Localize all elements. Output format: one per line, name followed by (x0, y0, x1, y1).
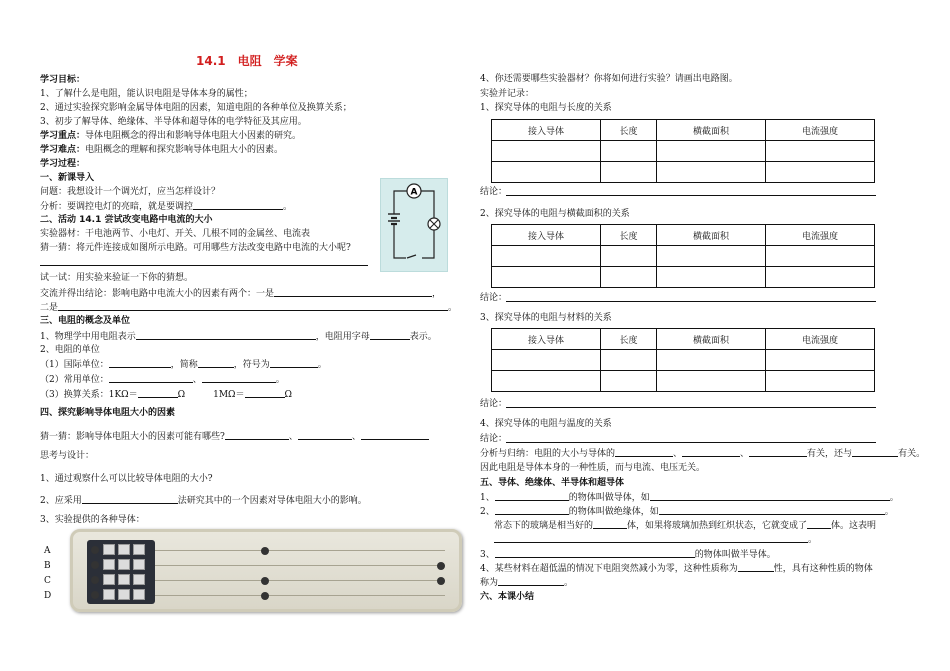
header-conductor: 接入导体 (492, 225, 601, 246)
def-text: 的物体叫做绝缘体，如 (568, 507, 659, 517)
table-cell[interactable] (492, 162, 601, 183)
table-cell[interactable] (765, 246, 874, 267)
table-cell[interactable] (601, 371, 657, 392)
table-cell[interactable] (656, 246, 765, 267)
blank-input[interactable] (109, 358, 171, 368)
superconductor-line-2 (480, 576, 573, 589)
insulator-definition (480, 505, 894, 518)
conductor-definition (480, 491, 899, 504)
summary-text: 、 (740, 449, 750, 459)
summary-line-1 (480, 447, 925, 460)
unit-heading: 2、电阻的单位 (40, 345, 100, 355)
superconductor-line-1 (480, 562, 873, 575)
conclusion-end: 。 (448, 303, 458, 313)
table-cell[interactable] (492, 350, 601, 371)
section4-think: 思考与设计： (40, 451, 95, 461)
common-units (40, 373, 285, 386)
table-cell[interactable] (656, 141, 765, 162)
definition-text: ，电阻用字母 (315, 332, 370, 342)
def-text: 。 (808, 535, 818, 545)
unit-text: 。 (275, 375, 285, 385)
blank-input[interactable] (494, 533, 808, 543)
def-text: 4、某些材料在超低温的情况下电阻突然减小为零，这种性质称为 (480, 564, 738, 574)
blank-input[interactable] (245, 388, 285, 398)
section2-conclusion-2 (40, 301, 457, 314)
board-label-a: A (44, 546, 51, 556)
board-label-d: D (44, 591, 52, 601)
circuit-diagram (380, 178, 448, 272)
def-text: 性，具有这种性质的物体 (773, 564, 873, 574)
blank-input[interactable] (202, 373, 276, 383)
blank-input[interactable] (807, 519, 831, 529)
def-text: 。 (564, 578, 574, 588)
unit-text: （3）换算关系：1KΩ＝ (40, 390, 138, 400)
answer-line[interactable] (40, 265, 368, 266)
q2-text: 2、应采用 (40, 496, 82, 506)
section6-heading: 六、本课小结 (480, 592, 535, 602)
table-cell[interactable] (601, 350, 657, 371)
terminal-panel (87, 540, 155, 604)
table-cell[interactable] (765, 141, 874, 162)
section1-heading: 一、新课导入 (40, 173, 95, 183)
table-cell[interactable] (765, 371, 874, 392)
blank-input[interactable] (749, 447, 807, 457)
blank-input[interactable] (193, 200, 283, 210)
difficult-points (40, 144, 283, 156)
objective-2: 2、通过实验探究影响金属导体电阻的因素，知道电阻的各种单位及换算关系； (40, 103, 352, 113)
blank-input[interactable] (274, 287, 432, 297)
blank-input[interactable] (738, 562, 774, 572)
blank-input[interactable] (82, 494, 178, 504)
section4-q2 (40, 494, 367, 507)
definition-text: 表示。 (409, 332, 437, 342)
definition-text: 1、物理学中用电阻表示 (40, 332, 136, 342)
diff-text: 电阻概念的理解和探究影响导体电阻大小的因素。 (85, 145, 284, 155)
unit-text: 、 (192, 375, 202, 385)
blank-input[interactable] (58, 301, 448, 311)
table-cell[interactable] (765, 350, 874, 371)
blank-input[interactable] (852, 447, 898, 457)
def-text: 。 (889, 493, 899, 503)
diff-label: 学习难点： (40, 145, 86, 155)
def-text: 3、 (480, 550, 495, 560)
summary-text: 、 (673, 449, 683, 459)
table-cell[interactable] (601, 141, 657, 162)
unit-text: 。 (317, 360, 327, 370)
def-text: 的物体叫做导体，如 (568, 493, 650, 503)
header-current: 电流强度 (765, 120, 874, 141)
table-cell[interactable] (656, 267, 765, 288)
table-cell[interactable] (601, 246, 657, 267)
unit-text: ，符号为 (233, 360, 270, 370)
exp2-table (491, 224, 875, 288)
section4-q1: 1、通过观察什么可以比较导体电阻的大小? (40, 474, 213, 484)
unit-text: （2）常用单位： (40, 375, 109, 385)
summary-line-2: 因此电阻是导体本身的一种性质，而与电流、电压无关。 (480, 463, 706, 473)
conclusion-text: 二是 (40, 303, 59, 313)
separator: 、 (351, 432, 361, 442)
semiconductor-definition (480, 548, 776, 561)
table-cell[interactable] (765, 267, 874, 288)
blank-input[interactable] (495, 505, 569, 515)
blank-input[interactable] (370, 330, 410, 340)
header-length: 长度 (601, 329, 657, 350)
exp1-conclusion: 结论： (480, 187, 508, 197)
board-label-b: B (44, 561, 51, 571)
header-current: 电流强度 (765, 225, 874, 246)
summary-text: 分析与归纳：电阻的大小与导体的 (480, 449, 616, 459)
blank-input[interactable] (682, 447, 740, 457)
def-text: 的物体叫做半导体。 (694, 550, 776, 560)
exp3-heading: 3、探究导体的电阻与材料的关系 (480, 313, 612, 323)
process-heading: 学习过程： (40, 159, 86, 169)
blank-input[interactable] (361, 430, 429, 440)
exp1-table (491, 119, 875, 183)
exp4-heading: 4、探究导体的电阻与温度的关系 (480, 419, 612, 429)
si-unit (40, 358, 327, 371)
header-area: 横截面积 (656, 120, 765, 141)
section4-q3: 3、实验提供的各种导体： (40, 515, 145, 525)
blank-input[interactable] (270, 358, 318, 368)
key-label: 学习重点： (40, 131, 86, 141)
objective-1: 1、了解什么是电阻，能认识电阻是导体本身的属性； (40, 89, 253, 99)
section4-guess (40, 430, 429, 443)
blank-input[interactable] (198, 358, 234, 368)
table-cell[interactable] (601, 162, 657, 183)
analysis-text: 分析：要调控电灯的亮暗，就是要调控 (40, 202, 194, 212)
unit-text: （1）国际单位： (40, 360, 109, 370)
def-text: 1、 (480, 493, 495, 503)
unit-text: 1MΩ＝ (213, 390, 245, 400)
blank-input[interactable] (593, 519, 627, 529)
table-cell[interactable] (492, 267, 601, 288)
exp1-heading: 1、探究导体的电阻与长度的关系 (480, 103, 612, 113)
blank-input[interactable] (225, 430, 289, 440)
header-length: 长度 (601, 225, 657, 246)
section2-equipment: 实验器材：干电池两节、小电灯、开关、几根不同的金属丝、电流表 (40, 229, 311, 239)
answer-line[interactable] (506, 407, 876, 408)
def-text: 体。这表明 (831, 521, 877, 531)
objectives-heading: 学习目标： (40, 75, 86, 85)
blank-input[interactable] (495, 548, 695, 558)
blank-input[interactable] (109, 373, 193, 383)
section1-question: 问题：我想设计一个调光灯，应当怎样设计？ (40, 187, 221, 197)
conclusion-end: ， (432, 289, 442, 299)
blank-input[interactable] (615, 447, 673, 457)
def-text: 体，如果将玻璃加热到红炽状态，它就变成了 (627, 521, 808, 531)
blank-input[interactable] (498, 576, 564, 586)
page-title: 14.1 电阻 学案 (196, 54, 298, 68)
glass-line (494, 519, 876, 532)
section5-heading: 五、导体、绝缘体、半导体和超导体 (480, 478, 625, 488)
q2-text: 法研究其中的一个因素对导体电阻大小的影响。 (177, 496, 367, 506)
blank-input[interactable] (495, 491, 569, 501)
table-cell[interactable] (492, 141, 601, 162)
def-text: 。 (884, 507, 894, 517)
table-cell[interactable] (492, 246, 601, 267)
summary-text: 有关。 (898, 449, 926, 459)
def-text: 称为 (480, 578, 499, 588)
unit-text: Ω (177, 390, 186, 400)
table-cell[interactable] (601, 267, 657, 288)
unit-text: Ω (284, 390, 292, 400)
section2-guess: 猜一猜：将元件连接成如图所示电路。可用哪些方法改变电路中电流的大小呢? (40, 243, 351, 253)
exp2-heading: 2、探究导体的电阻与横截面积的关系 (480, 209, 630, 219)
table-cell[interactable] (765, 162, 874, 183)
key-points (40, 130, 301, 142)
blank-input[interactable] (298, 430, 352, 440)
table-cell[interactable] (656, 162, 765, 183)
header-current: 电流强度 (765, 329, 874, 350)
answer-line[interactable] (506, 195, 876, 196)
key-text: 导体电阻概念的得出和影响导体电阻大小因素的研究。 (85, 131, 302, 141)
header-area: 横截面积 (656, 225, 765, 246)
table-cell[interactable] (656, 371, 765, 392)
header-length: 长度 (601, 120, 657, 141)
exp2-conclusion: 结论： (480, 293, 508, 303)
record-heading: 实验并记录： (480, 89, 535, 99)
exp3-conclusion: 结论： (480, 399, 508, 409)
ammeter-icon: A (410, 187, 418, 198)
summary-text: 有关，还与 (807, 449, 853, 459)
board-label-c: C (44, 576, 51, 586)
answer-line[interactable] (506, 301, 876, 302)
blank-input[interactable] (136, 330, 316, 340)
section3-heading: 三、电阻的概念及单位 (40, 316, 131, 326)
unit-text: ，简称 (170, 360, 198, 370)
resistance-definition (40, 330, 437, 343)
blank-input[interactable] (650, 491, 890, 501)
header-conductor: 接入导体 (492, 329, 601, 350)
conductor-board-image (70, 529, 462, 612)
answer-line[interactable] (506, 442, 876, 443)
def-text: 2、 (480, 507, 495, 517)
section2-conclusion-1 (40, 287, 441, 300)
exp3-table (491, 328, 875, 392)
question-4: 4、你还需要哪些实验器材？你将如何进行实验？请画出电路图。 (480, 74, 738, 84)
def-text: 常态下的玻璃是相当好的 (494, 521, 594, 531)
glass-conclusion (494, 533, 817, 546)
unit-conversion (40, 388, 292, 401)
section2-heading: 二、活动 14.1 尝试改变电路中电流的大小 (40, 215, 213, 225)
blank-input[interactable] (138, 388, 178, 398)
section1-analysis (40, 200, 292, 213)
exp4-conclusion: 结论： (480, 434, 508, 444)
table-cell[interactable] (492, 371, 601, 392)
table-cell[interactable] (656, 350, 765, 371)
separator: 、 (288, 432, 298, 442)
guess-text: 猜一猜：影响导体电阻大小的因素可能有哪些? (40, 432, 225, 442)
blank-input[interactable] (659, 505, 885, 515)
section2-try: 试一试：用实验来验证一下你的猜想。 (40, 273, 194, 283)
objective-3: 3、初步了解导体、绝缘体、半导体和超导体的电学特征及其应用。 (40, 117, 307, 127)
conclusion-text: 交流并得出结论：影响电路中电流大小的因素有两个：一是 (40, 289, 275, 299)
header-area: 横截面积 (656, 329, 765, 350)
analysis-end: 。 (283, 202, 293, 212)
header-conductor: 接入导体 (492, 120, 601, 141)
section4-heading: 四、探究影响导体电阻大小的因素 (40, 408, 176, 418)
